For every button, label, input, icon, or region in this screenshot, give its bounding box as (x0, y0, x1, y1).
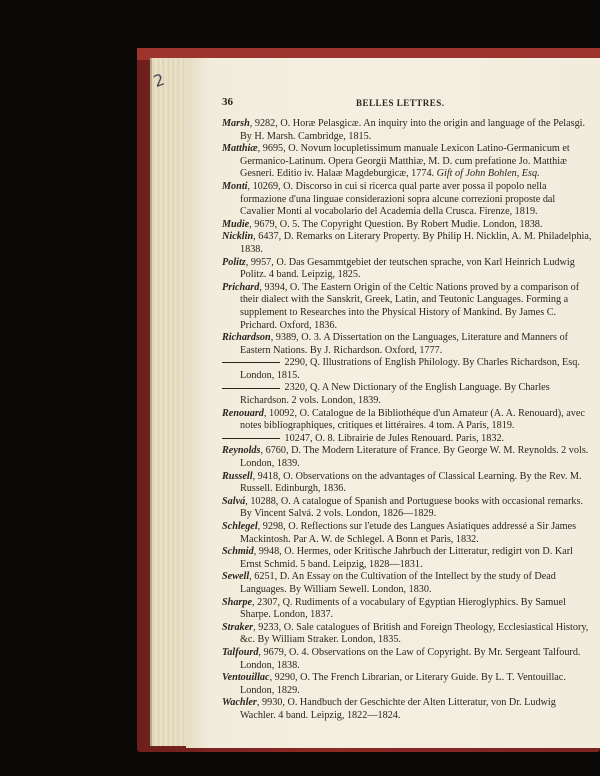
entry-author: Prichard (222, 281, 260, 293)
entry-text: , 9930, O. Handbuch der Geschichte der Alten Litteratur, von Dr. Ludwig Wachler. 4 band. Leipzig, 1822—1824. (240, 697, 556, 721)
entry-text: , 10269, O. Discorso in cui si ricerca qual parte aver possa il popolo nella formazione d'una linguae considerazioni sopra alcune correzioni proposte dal Cavalier Monti al vocabolario del Academia della Crusca. Firenze, 1819. (240, 180, 556, 218)
pencil-mark: 2 (151, 69, 168, 91)
catalogue-entry (222, 282, 592, 332)
running-head: BELLES LETTRES. (356, 98, 445, 108)
entry-author: Monti (222, 180, 248, 192)
page-number: 36 (222, 96, 233, 108)
entry-author: Richardson (222, 332, 271, 344)
catalogue-entry (222, 181, 592, 219)
catalogue-entry (222, 231, 592, 256)
entry-author: Nicklin (222, 231, 254, 243)
entry-text: , 9233, O. Sale catalogues of British and Foreign Theology, Ecclesiastical History, &c. By William Straker. London, 1835. (240, 621, 589, 646)
entry-text: , 10288, O. A catalogue of Spanish and Portuguese books with occasional remarks. By Vincent Salvá. 2 vols. London, 1826—1829. (240, 495, 584, 520)
catalogue-entry (222, 471, 592, 496)
catalogue-entry (222, 622, 592, 647)
catalogue-entry (222, 571, 592, 596)
ditto-dash (222, 438, 280, 439)
entry-text: , 9290, O. The French Librarian, or Literary Guide. By L. T. Ventouillac. London, 1829. (240, 672, 566, 696)
entry-text: , 9389, O. 3. A Dissertation on the Languages, Literature and Manners of Eastern Nations. By J. Richardson. Oxford, 1777. (240, 332, 569, 356)
entry-author: Straker (222, 621, 254, 633)
entry-text: , 9418, O. Observations on the advantages of Classical Learning. By the Rev. M. Russell. Edinburgh, 1836. (240, 470, 582, 495)
catalogue-entry (222, 408, 592, 433)
catalogue-entries (222, 118, 592, 744)
catalogue-entry (222, 219, 592, 232)
entry-author: Ventouillac (222, 672, 270, 684)
entry-author: Matthiæ (222, 143, 258, 155)
entry-author: Sewell (222, 571, 250, 583)
book-page (186, 58, 600, 748)
ditto-dash (222, 388, 280, 389)
catalogue-entry (222, 143, 592, 181)
entry-author: Politz (222, 256, 246, 268)
entry-text: 2320, Q. A New Dictionary of the English Language. By Charles Richardson. 2 vols. London, 1839. (240, 382, 550, 407)
entry-text: , 9394, O. The Eastern Origin of the Celtic Nations proved by a comparison of their dialect with the Sanskrit, Greek, Latin, and Teutonic Languages. Forming a supplement to Researches into the Physical History of Mankind. By James C. Prichard. Oxford, 1836. (240, 281, 580, 331)
entry-author: Renouard (222, 407, 264, 419)
entry-text: , 9298, O. Reflections sur l'etude des Langues Asiatiques addressé a Sir James Mackintosh. Par A. W. de Schlegel. A Bonn et Paris, 1832. (240, 521, 577, 545)
entry-author: Schlegel (222, 521, 258, 532)
entry-text: 10247, O. 8. Librairie de Jules Renouard. Paris, 1832. (282, 432, 505, 444)
catalogue-entry (222, 647, 592, 672)
entry-author: Russell (222, 470, 253, 482)
page-edges (150, 58, 188, 746)
catalogue-entry (222, 118, 592, 143)
entry-note: Gift of John Bohlen, Esq. (436, 168, 540, 180)
entry-text: , 6251, D. An Essay on the Cultivation of the Intellect by the study of Dead Languages. By William Sewell. London, 1830. (240, 571, 556, 595)
entry-text: , 9695, O. Novum locupletissimum manuale Lexicon Latino-Germanicum et Germanico-Latinum. Opera Georgii Matthiæ, M. D. cum prefatione Jo. Matthiæ Gesneri. Editio iv. Halaæ Magdeburgicæ, 1774. (240, 143, 570, 180)
entry-author: Reynolds (222, 445, 261, 457)
entry-text: , 9679, O. 4. Observations on the Law of Copyright. By Mr. Sergeant Talfourd. London, 1838. (240, 646, 581, 671)
entry-author: Mudie (222, 218, 250, 230)
catalogue-entry (222, 521, 592, 546)
catalogue-entry (222, 357, 592, 382)
entry-text: , 9948, O. Hermes, oder Kritische Jahrbuch der Litteratur, redigirt von D. Karl Ernst Schmid. 5 band. Leipzig, 1828—1831. (240, 546, 573, 570)
entry-author: Marsh (222, 118, 250, 129)
entry-author: Talfourd (222, 646, 259, 658)
catalogue-entry (222, 382, 592, 407)
entry-author: Salvá (222, 495, 246, 507)
catalogue-entry (222, 332, 592, 357)
catalogue-entry (222, 445, 592, 470)
ditto-dash (222, 362, 280, 363)
entry-text: , 9282, O. Horæ Pelasgicæ. An inquiry into the origin and language of the Pelasgi. By H. Marsh. Cambridge, 1815. (240, 118, 586, 142)
entry-text: , 9957, O. Das Gesammtgebiet der teutschen sprache, von Karl Heinrich Ludwig Politz. 4 band. Leipzig, 1825. (240, 256, 575, 281)
catalogue-entry (222, 597, 592, 622)
entry-text: , 6437, D. Remarks on Literary Property. By Philip H. Nicklin, A. M. Philadelphia, 1838. (240, 231, 592, 255)
entry-author: Sharpe (222, 596, 253, 608)
entry-text: , 9679, O. 5. The Copyright Question. By Robert Mudie. London, 1838. (249, 218, 543, 230)
catalogue-entry (222, 496, 592, 521)
entry-text: , 2307, Q. Rudiments of a vocabulary of Egyptian Hieroglyphics. By Samuel Sharpe. London, 1837. (240, 596, 566, 621)
entry-text: 2290, Q. Illustrations of English Philology. By Charles Richardson, Esq. London, 1815. (240, 357, 580, 381)
entry-text: , 6760, D. The Modern Literature of France. By George W. M. Reynolds. 2 vols. London, 1839. (240, 445, 589, 470)
catalogue-entry (222, 546, 592, 571)
catalogue-entry (222, 257, 592, 282)
entry-author: Wachler (222, 697, 257, 709)
catalogue-entry (222, 697, 592, 722)
catalogue-entry (222, 672, 592, 697)
catalogue-entry (222, 433, 592, 446)
entry-text: , 10092, O. Catalogue de la Bibliothéque d'un Amateur (A. A. Renouard), avec notes bibliographiques, critiques et littéraires. 4 tom. A Paris, 1819. (240, 407, 585, 432)
entry-author: Schmid (222, 546, 254, 558)
